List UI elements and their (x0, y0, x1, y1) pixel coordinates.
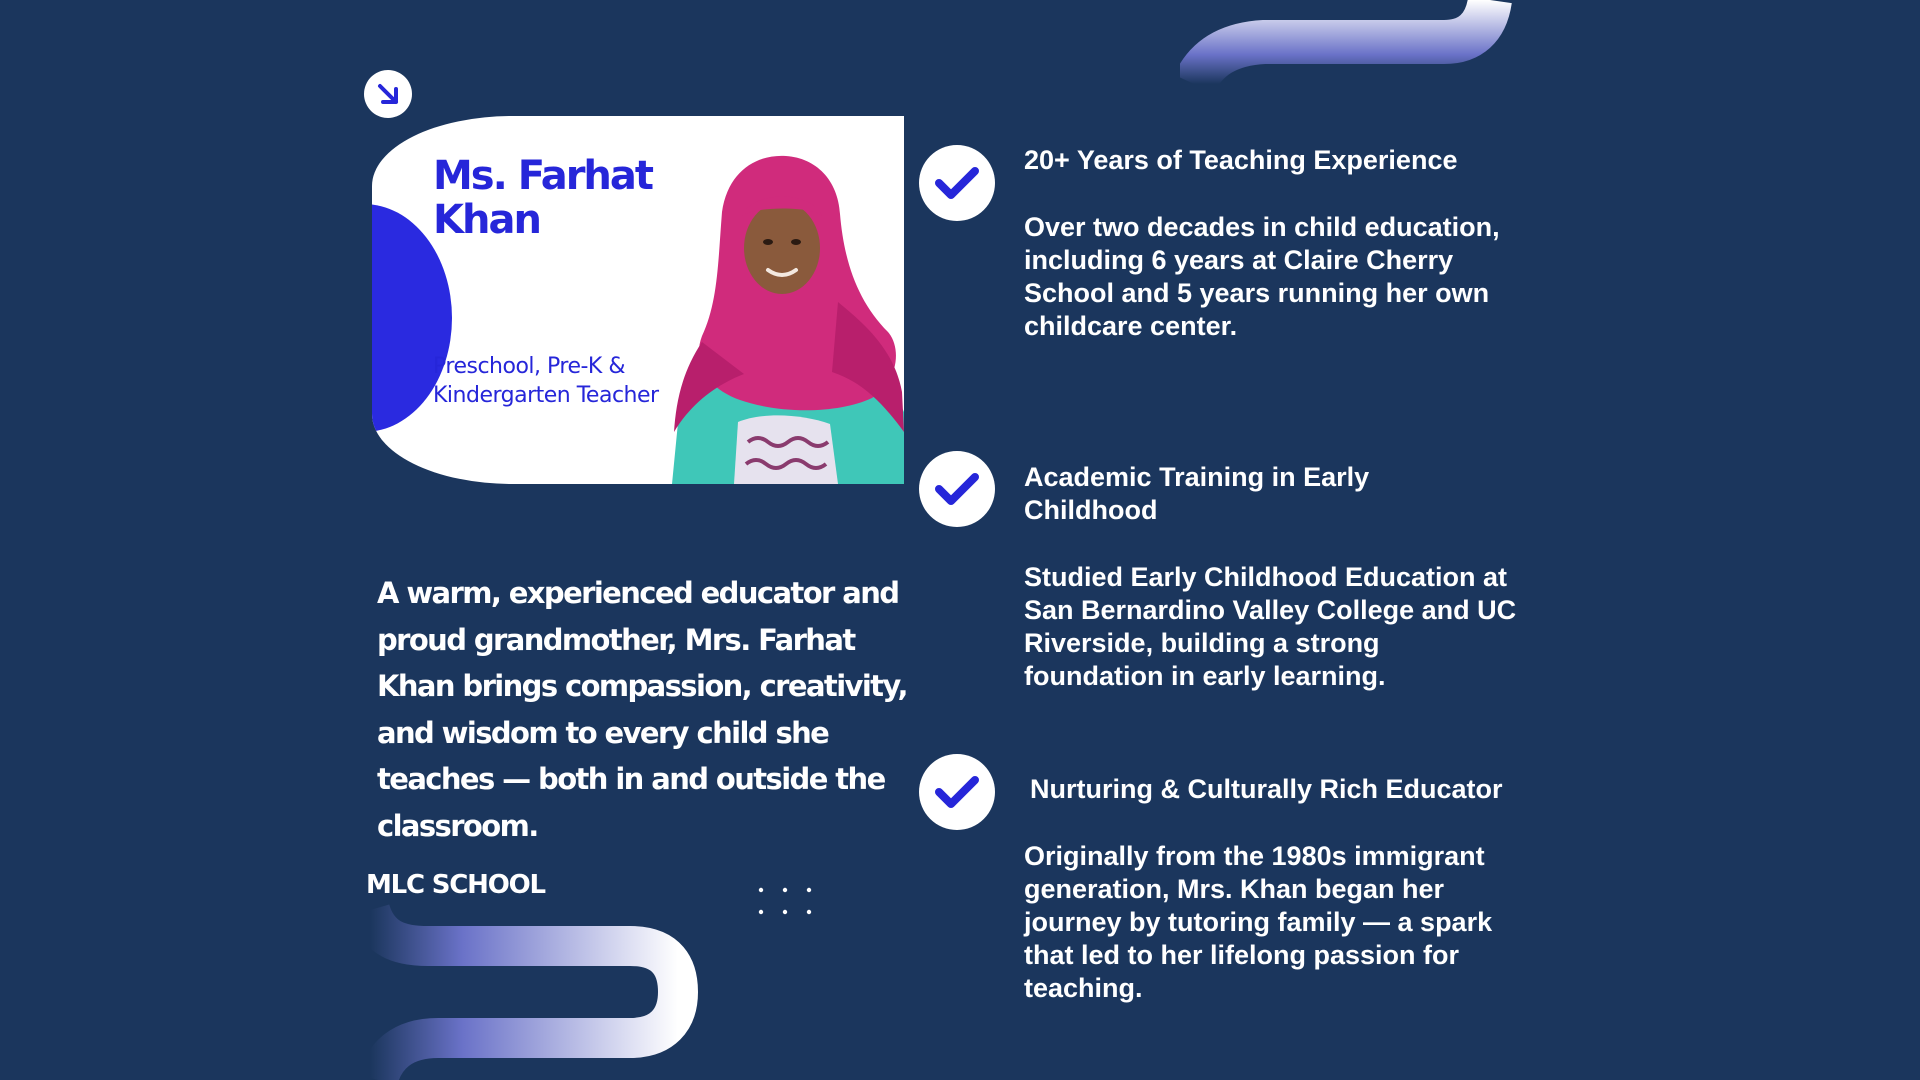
school-name: MLC SCHOOL (366, 870, 545, 900)
feature-title-training: Academic Training in Early Childhood (1024, 462, 1370, 525)
arrow-down-right-icon (374, 80, 402, 108)
arrow-badge (364, 70, 412, 118)
check-icon (934, 165, 980, 201)
feature-desc-experience: Over two decades in child education, including 6 years at Claire Cherry School and 5 years running her own childcare center. (1024, 212, 1500, 341)
check-icon (934, 774, 980, 810)
feature-check-1 (919, 145, 995, 221)
feature-title-experience: 20+ Years of Teaching Experience (1024, 145, 1458, 175)
decorative-swoosh-top (1180, 0, 1550, 100)
teacher-bio: A warm, experienced educator and proud grandmother, Mrs. Farhat Khan brings compassion, creativity, and wisdom to every child she teaches — both in and outside the classroom. (377, 576, 907, 843)
teacher-name: Ms. Farhat Khan (433, 153, 653, 243)
teacher-portrait (662, 152, 904, 484)
profile-card (372, 116, 904, 484)
decorative-swoosh-bottom (350, 900, 720, 1080)
feature-check-2 (919, 451, 995, 527)
feature-desc-training: Studied Early Childhood Education at San Bernardino Valley College and UC Riverside, building a strong foundation in early learning. (1024, 562, 1517, 691)
feature-title-nurturing: Nurturing & Culturally Rich Educator (1030, 774, 1503, 804)
feature-check-3 (919, 754, 995, 830)
check-icon (934, 471, 980, 507)
feature-desc-nurturing: Originally from the 1980s immigrant generation, Mrs. Khan began her journey by tutoring family — a spark that led to her lifelong passion for teaching. (1024, 841, 1493, 1003)
teacher-role: Preschool, Pre-K & Kindergarten Teacher (433, 354, 659, 408)
dots-decoration (756, 886, 816, 916)
